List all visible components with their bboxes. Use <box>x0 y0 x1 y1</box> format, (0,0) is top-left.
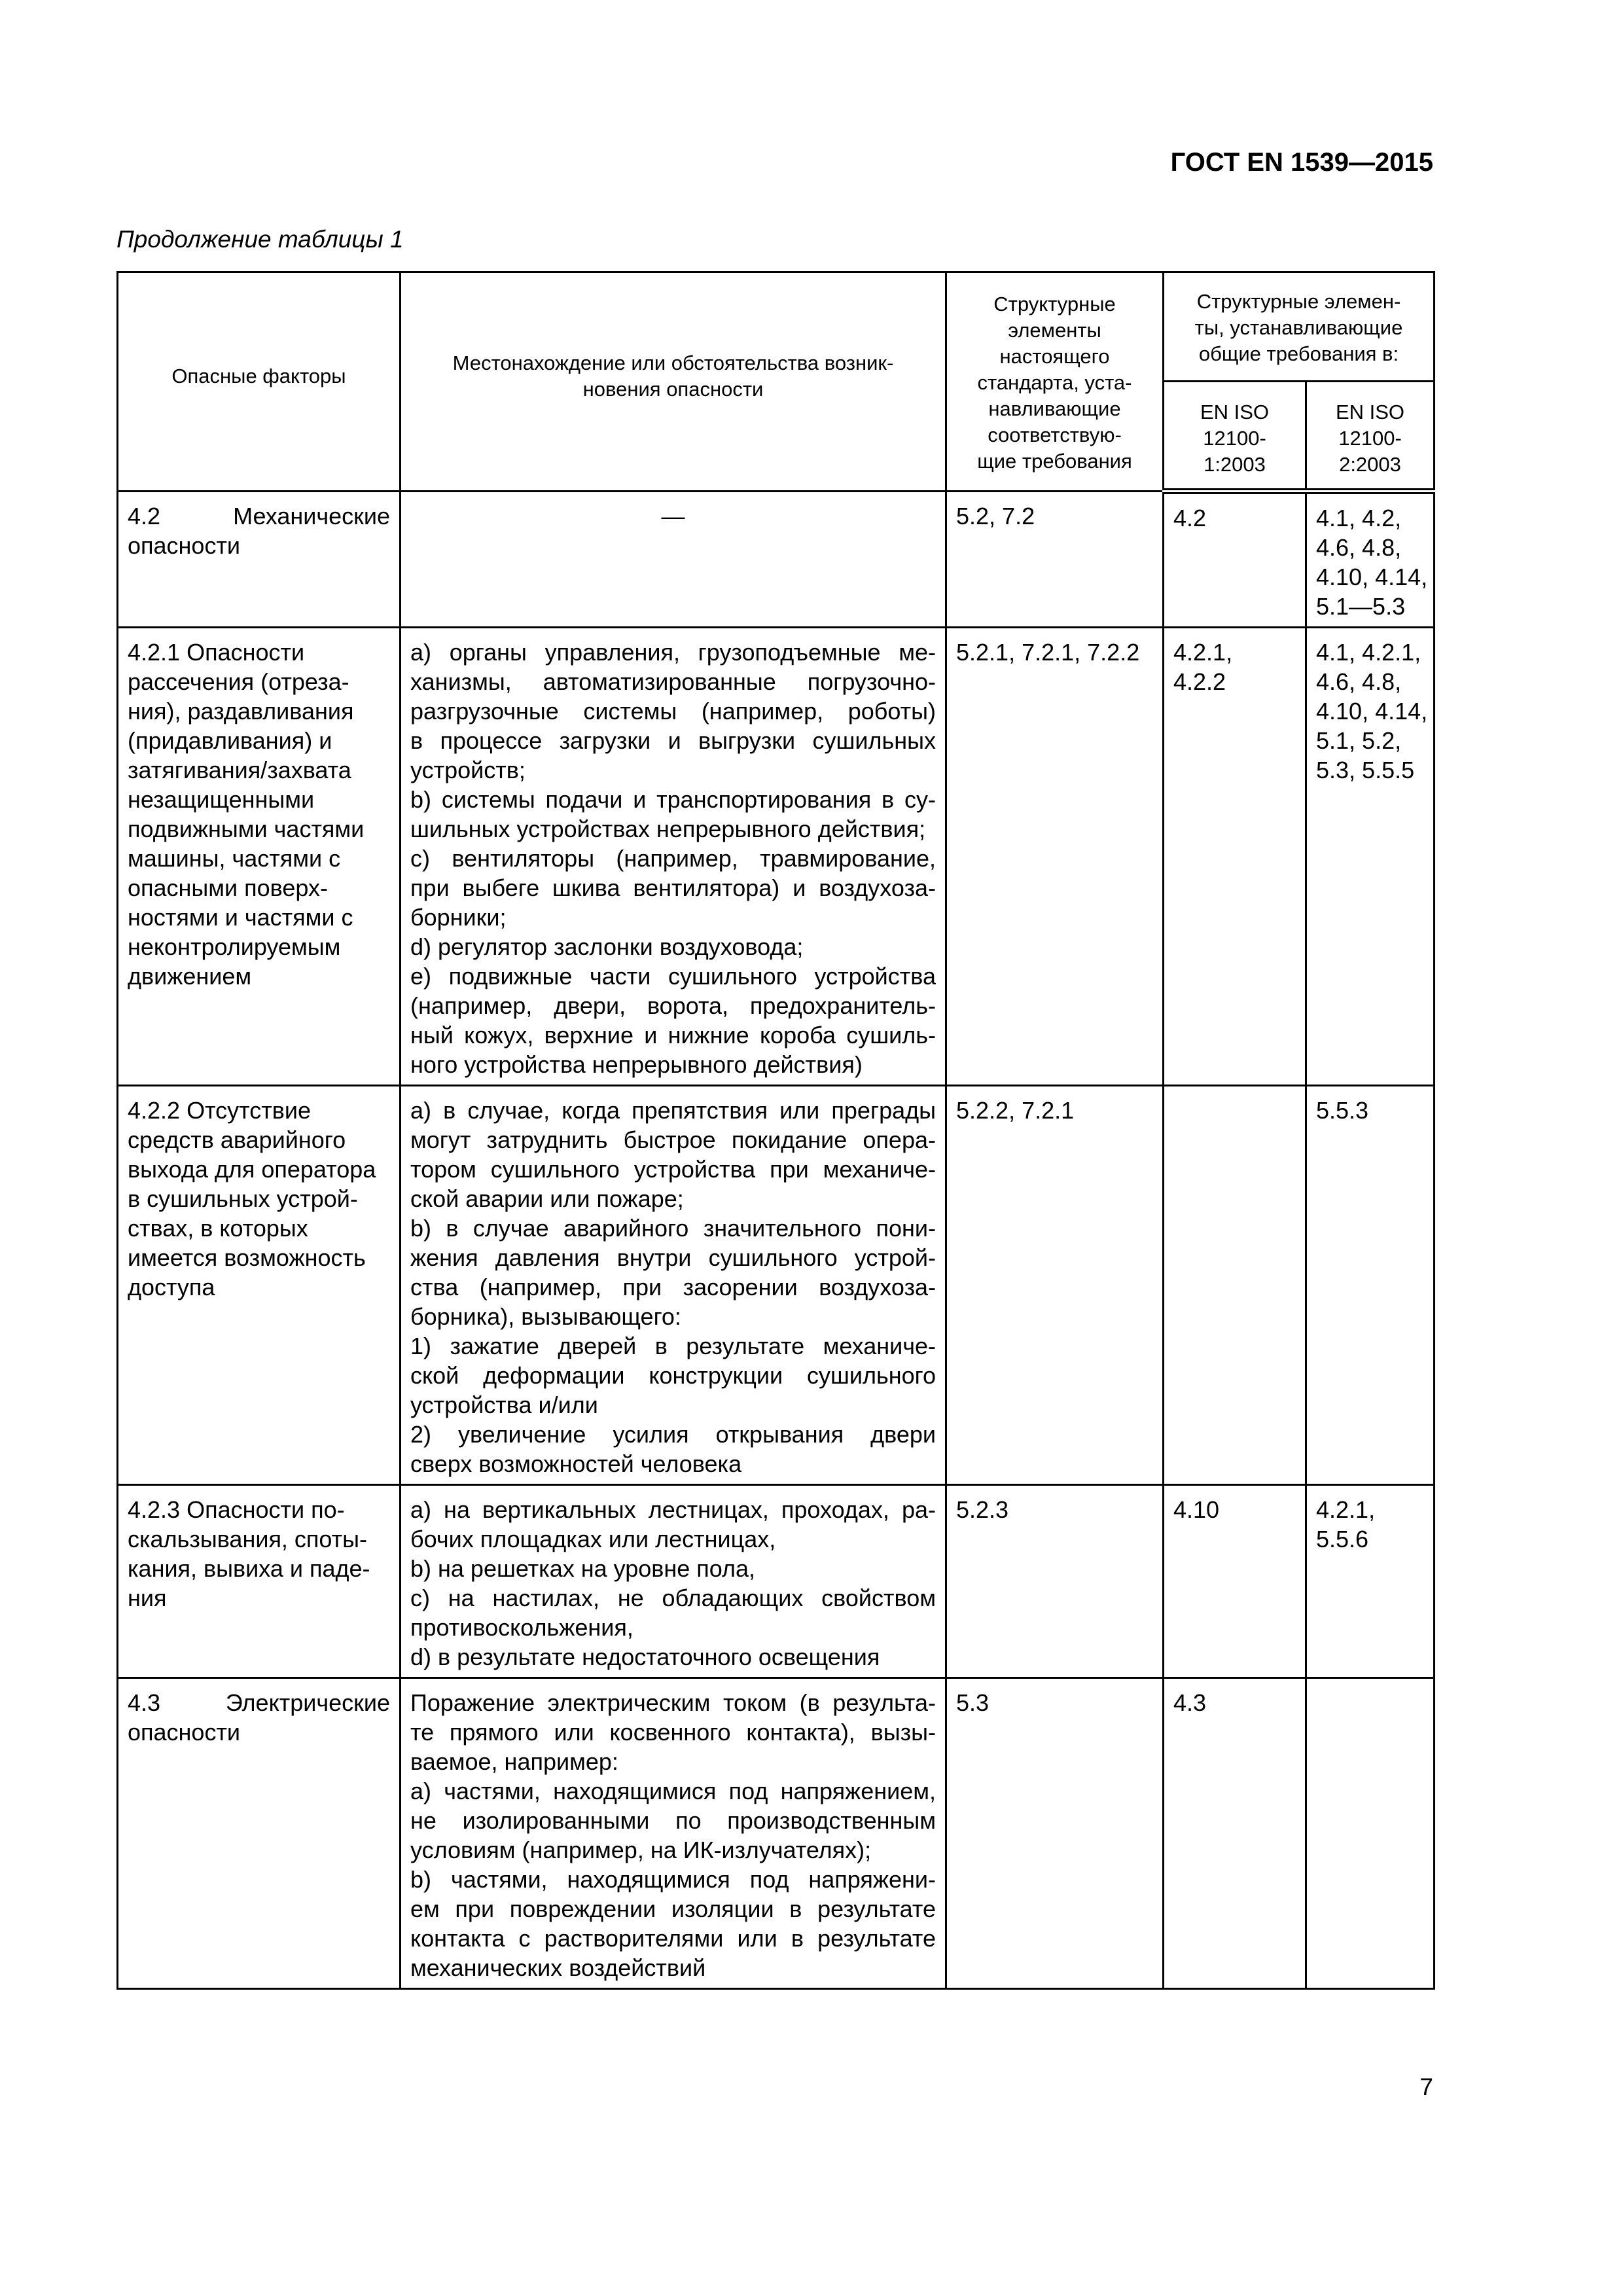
iso-12100-2-cell: 5.5.3 <box>1306 1086 1435 1485</box>
hazard-cell: 4.3 Электрические опасности <box>118 1678 401 1989</box>
location-cell: a) органы управления, грузоподъемные ме- ханизмы, автоматизированные погрузочно- разгрузочные системы (например, роботы) в процессе загрузки и выгрузки сушильных устройств; b) системы подачи и транспортирования в су- шильных устройствах непрерывного действия; c) вентиляторы (например, травмирование, при выбеге шкива вентилятора) и воздухоза- борники; d) регулятор заслонки воздуховода; e) подвижные части сушильного устройства (например, двери, ворота, предохранитель- ный кожух, верхние и нижние короба сушиль- ного устройства непрерывного действия) <box>401 628 946 1086</box>
header-iso-12100-2: EN ISO 12100- 2:2003 <box>1306 382 1435 492</box>
iso-12100-2-cell: 4.1, 4.2.1, 4.6, 4.8, 4.10, 4.14, 5.1, 5.2, 5.3, 5.5.5 <box>1306 628 1435 1086</box>
table-caption: Продолжение таблицы 1 <box>116 226 404 253</box>
iso-12100-1-cell: 4.10 <box>1164 1485 1306 1678</box>
table-row <box>118 1485 1435 1678</box>
hazard-cell: 4.2 Механические опасности <box>118 492 401 628</box>
hazards-table <box>116 271 1435 1990</box>
table-row <box>118 492 1435 628</box>
iso-12100-1-cell <box>1164 1086 1306 1485</box>
iso-12100-1-cell: 4.2.1, 4.2.2 <box>1164 628 1306 1086</box>
location-cell: — <box>401 492 946 628</box>
location-cell: Поражение электрическим током (в результа- те прямого или косвенного контакта), вызы- ваемое, например: a) частями, находящимися под напряжением, не изолированными по производственным условиям (например, на ИК-излучателях); b) частями, находящимися под напряжени- ем при повреждении изоляции в результате контакта с растворителями или в результате механических воздействий <box>401 1678 946 1989</box>
table-row <box>118 1086 1435 1485</box>
document-code: ГОСТ EN 1539—2015 <box>1170 148 1433 177</box>
table-body <box>118 492 1435 1989</box>
iso-12100-1-cell: 4.3 <box>1164 1678 1306 1989</box>
location-cell: a) в случае, когда препятствия или преграды могут затруднить быстрое покидание опера- тором сушильного устройства при механиче- ской аварии или пожаре; b) в случае аварийного значительного пони- жения давления внутри сушильного устрой- ства (например, при засорении воздухоза- борника), вызывающего: 1) зажатие дверей в результате механиче- ской деформации конструкции сушильного устройства и/или 2) увеличение усилия открывания двери сверх возможностей человека <box>401 1086 946 1485</box>
table-row <box>118 628 1435 1086</box>
standard-elements-cell: 5.2.1, 7.2.1, 7.2.2 <box>946 628 1164 1086</box>
standard-elements-cell: 5.2, 7.2 <box>946 492 1164 628</box>
hazard-cell: 4.2.2 Отсутствие средств аварийного выхода для оператора в сушильных устрой- ствах, в которых имеется возможность доступа <box>118 1086 401 1485</box>
standard-elements-cell: 5.2.2, 7.2.1 <box>946 1086 1164 1485</box>
location-cell: a) на вертикальных лестницах, проходах, ра- бочих площадках или лестницах, b) на решетках на уровне пола, c) на настилах, не обладающих свойством противоскольжения, d) в результате недостаточного освещения <box>401 1485 946 1678</box>
standard-elements-cell: 5.3 <box>946 1678 1164 1989</box>
hazard-cell: 4.2.1 Опасности рассечения (отреза- ния), раздавливания (придавливания) и затягивания/захвата незащищенными подвижными частями машины, частями с опасными поверх- ностями и частями с неконтролируемым движением <box>118 628 401 1086</box>
iso-12100-2-cell: 4.2.1, 5.5.6 <box>1306 1485 1435 1678</box>
table-row <box>118 1678 1435 1989</box>
hazard-cell: 4.2.3 Опасности по- скальзывания, споты- кания, вывиха и паде- ния <box>118 1485 401 1678</box>
header-iso-12100-1: EN ISO 12100- 1:2003 <box>1164 382 1306 492</box>
standard-elements-cell: 5.2.3 <box>946 1485 1164 1678</box>
iso-12100-2-cell <box>1306 1678 1435 1989</box>
header-location: Местонахождение или обстоятельства возник- новения опасности <box>401 272 946 492</box>
iso-12100-2-cell: 4.1, 4.2, 4.6, 4.8, 4.10, 4.14, 5.1—5.3 <box>1306 492 1435 628</box>
iso-12100-1-cell: 4.2 <box>1164 492 1306 628</box>
page-number: 7 <box>1419 2073 1433 2100</box>
header-standard-elements: Структурные элементы настоящего стандарта, уста- навливающие соответствую- щие требования <box>946 272 1164 492</box>
header-general-requirements: Структурные элемен- ты, устанавливающие общие требования в: <box>1164 272 1435 382</box>
header-hazards: Опасные факторы <box>118 272 401 492</box>
